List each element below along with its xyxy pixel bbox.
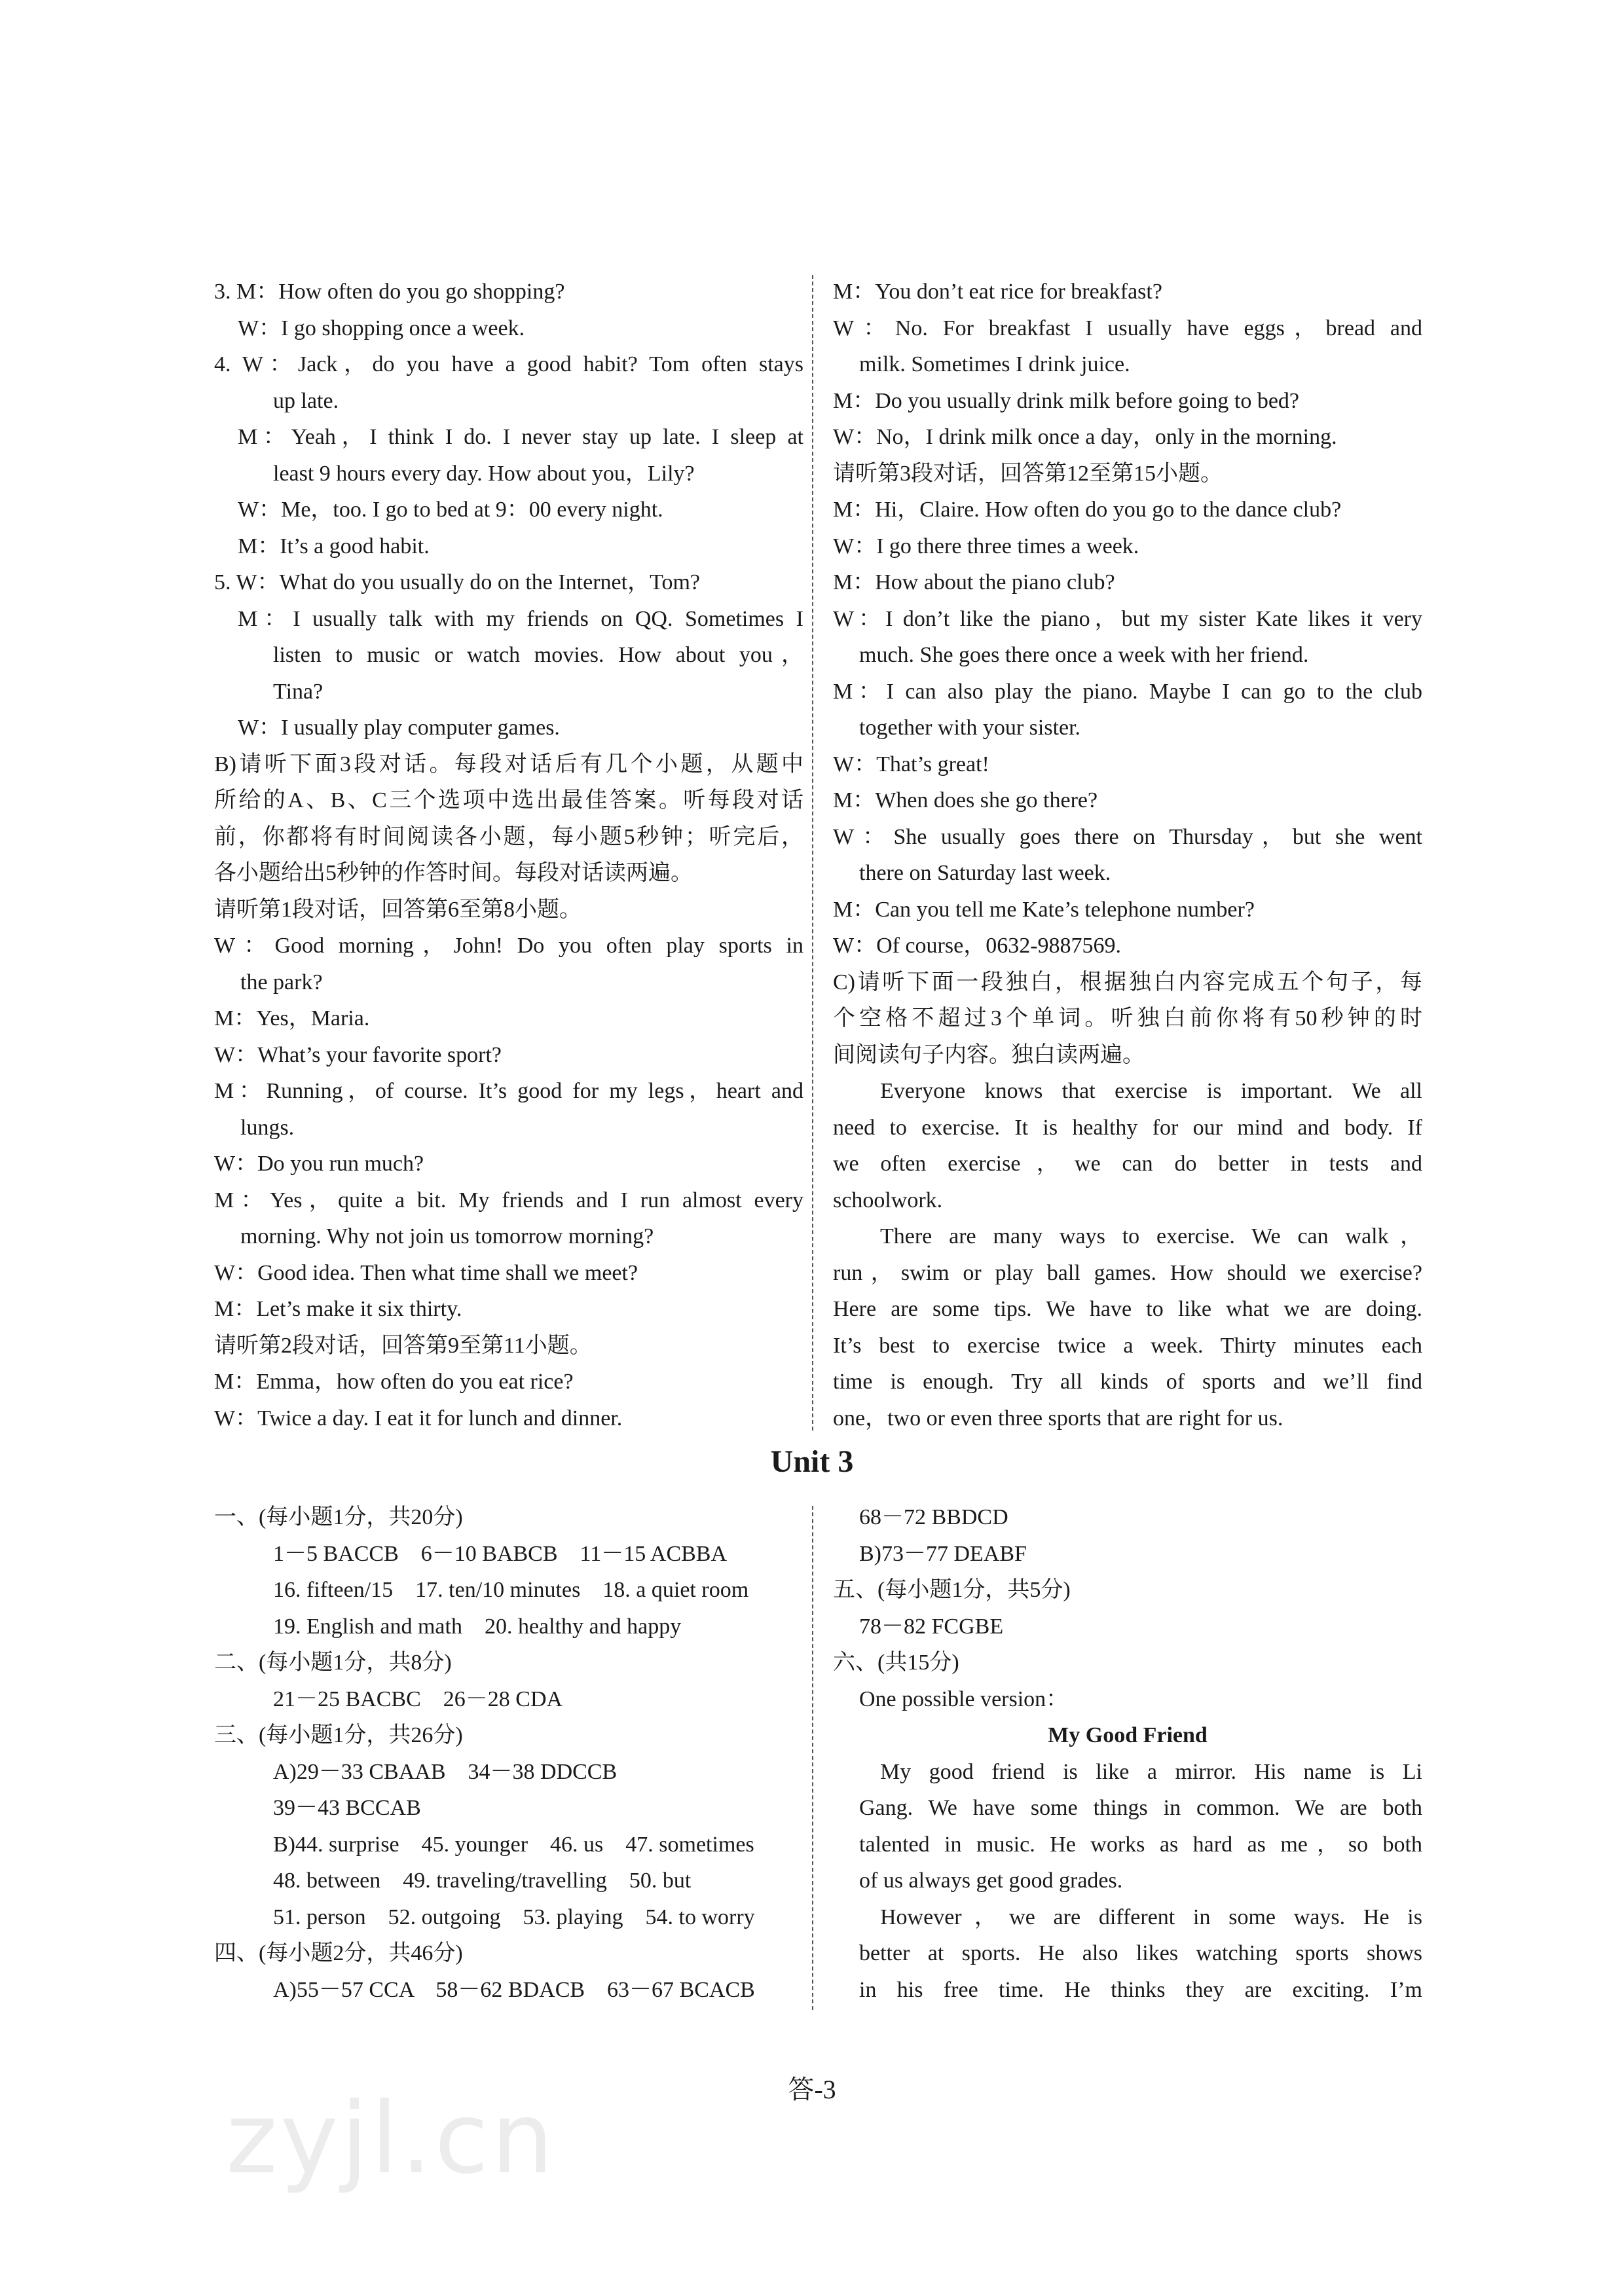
answer-key-left-column [214,1499,803,2008]
text-line: of us always get good grades. [859,1868,1123,1893]
text-line: There are many ways to exercise. We can walk， [880,1224,1422,1248]
text-line: together with your sister. [859,716,1081,740]
watermark-logo: zyjl.cn [226,2082,557,2196]
text-line: W：I usually play computer games. [238,716,560,740]
text-line: M：Yeah，I think I do. I never stay up late. I sleep at [238,425,803,449]
text-line: talented in music. He works as hard as me，so both [859,1832,1422,1857]
text-line: need to exercise. It is healthy for our mind and body. If [833,1115,1422,1140]
text-line: M：Emma，how often do you eat rice? [214,1370,574,1394]
text-line: 16. fifteen/15 17. ten/10 minutes 18. a quiet room [273,1578,749,1602]
text-line: schoolwork. [833,1188,943,1212]
text-line: the park? [240,970,323,994]
text-line: W：I don’t like the piano，but my sister Kate likes it very [833,606,1422,631]
text-line: much. She goes there once a week with her friend. [859,643,1309,667]
text-line: W：Twice a day. I eat it for lunch and dinner. [214,1406,623,1430]
unit-title: Unit 3 [770,1444,854,1479]
text-line: My good friend is like a mirror. His name is Li [880,1759,1422,1784]
text-line: 5. W：What do you usually do on the Internet，Tom? [214,570,701,594]
text-line: W：I go shopping once a week. [238,316,525,340]
text-line: Here are some tips. We have to like what we are doing. [833,1297,1422,1321]
text-line: M：I can also play the piano. Maybe I can go to the club [833,679,1422,704]
text-line: 个空格不超过3个单词。听独白前你将有50秒钟的时 [833,1006,1422,1030]
text-line: B)44. surprise 45. younger 46. us 47. sometimes [273,1832,754,1857]
text-line: C)请听下面一段独白，根据独白内容完成五个句子，每 [833,970,1422,994]
text-line: 21－25 BACBC 26－28 CDA [273,1686,563,1711]
text-line: M：Can you tell me Kate’s telephone number? [833,897,1255,922]
text-line: least 9 hours every day. How about you，Lily? [273,461,695,486]
text-line: M：When does she go there? [833,788,1098,812]
text-line: 39－43 BCCAB [273,1796,421,1820]
text-line: W：Me，too. I go to bed at 9：00 every night. [238,498,663,522]
text-line: there on Saturday last week. [859,861,1111,885]
column-divider-top [812,275,813,1430]
text-line: lungs. [240,1115,295,1140]
text-line: milk. Sometimes I drink juice. [859,352,1130,376]
text-line: 1－5 BACCB 6－10 BABCB 11－15 ACBBA [273,1541,728,1566]
listening-script-left-column [214,274,803,1436]
text-line: B)73－77 DEABF [859,1541,1027,1566]
text-line: W：Do you run much? [214,1152,424,1176]
text-line: 请听第2段对话，回答第9至第11小题。 [214,1333,592,1358]
text-line: M：Do you usually drink milk before going to bed? [833,388,1300,413]
text-line: M：Yes，Maria. [214,1006,370,1030]
text-line: one，two or even three sports that are right for us. [833,1406,1283,1430]
text-line: 48. between 49. traveling/travelling 50. but [273,1868,692,1893]
text-line: M：Yes，quite a bit. My friends and I run almost every [214,1188,803,1212]
text-line: B)请听下面3段对话。每段对话后有几个小题，从题中 [214,752,803,776]
text-line: 六、(共15分) [833,1650,959,1675]
column-divider-bottom [812,1506,813,2010]
text-line: 78－82 FCGBE [859,1614,1004,1639]
text-line: 请听第3段对话，回答第12至第15小题。 [833,461,1223,486]
text-line: 19. English and math 20. healthy and happy [273,1614,682,1639]
text-line: listen to music or watch movies. How about you， [273,643,803,667]
text-line: 4. W：Jack，do you have a good habit? Tom often stays [214,352,803,376]
text-line: One possible version： [859,1686,1069,1711]
text-line: M：How about the piano club? [833,570,1115,594]
text-line: M：I usually talk with my friends on QQ. Sometimes I [238,606,803,631]
text-line: Everyone knows that exercise is important. We all [880,1079,1422,1103]
text-line: M：Running，of course. It’s good for my legs，heart and [214,1079,803,1103]
text-line: time is enough. Try all kinds of sports and we’ll find [833,1370,1422,1394]
text-line: 请听第1段对话，回答第6至第8小题。 [214,897,581,922]
text-line: morning. Why not join us tomorrow morning? [240,1224,654,1248]
text-line: in his free time. He thinks they are exciting. I’m [859,1977,1422,2002]
answer-key-right-column [833,1499,1422,2008]
text-line: M：Hi，Claire. How often do you go to the dance club? [833,498,1342,522]
text-line: up late. [273,388,339,413]
text-line: better at sports. He also likes watching sports shows [859,1941,1422,1965]
text-line: W：No. For breakfast I usually have eggs，bread and [833,316,1422,340]
text-line: 各小题给出5秒钟的作答时间。每段对话读两遍。 [214,861,693,885]
text-line: W：Good idea. Then what time shall we meet? [214,1260,638,1285]
text-line: run，swim or play ball games. How should we exercise? [833,1260,1422,1285]
text-line: W：Of course，0632-9887569. [833,934,1122,958]
text-line: 四、(每小题2分，共46分) [214,1941,463,1965]
text-line: W：Good morning，John! Do you often play sports in [214,934,803,958]
text-line: Gang. We have some things in common. We are both [859,1796,1422,1820]
text-line: W：No，I drink milk once a day，only in the morning. [833,425,1337,449]
text-line: W：She usually goes there on Thursday，but she went [833,824,1422,849]
text-line: W：That’s great! [833,752,989,776]
text-line: 一、(每小题1分，共20分) [214,1505,463,1529]
text-line: 51. person 52. outgoing 53. playing 54. to worry [273,1904,755,1929]
text-line: W：I go there three times a week. [833,534,1139,558]
text-line: 前，你都将有时间阅读各小题，每小题5秒钟；听完后， [214,824,803,849]
text-line: 间阅读句子内容。独白读两遍。 [833,1042,1145,1067]
text-line: 三、(每小题1分，共26分) [214,1723,463,1747]
text-line: 二、(每小题1分，共8分) [214,1650,452,1675]
text-line: My Good Friend [1048,1723,1208,1747]
text-line: Tina? [273,679,323,704]
text-line: M：Let’s make it six thirty. [214,1297,462,1321]
text-line: 五、(每小题1分，共5分) [833,1578,1071,1602]
text-line: A)29－33 CBAAB 34－38 DDCCB [273,1759,618,1784]
text-line: we often exercise，we can do better in tests and [833,1152,1422,1176]
listening-script-right-column [833,274,1422,1436]
text-line: M：You don’t eat rice for breakfast? [833,280,1162,304]
page-number: 答-3 [788,2075,836,2104]
text-line: However，we are different in some ways. He is [880,1904,1422,1929]
text-line: M：It’s a good habit. [238,534,430,558]
text-line: 3. M：How often do you go shopping? [214,280,565,304]
text-line: A)55－57 CCA 58－62 BDACB 63－67 BCACB [273,1977,755,2002]
text-line: It’s best to exercise twice a week. Thirty minutes each [833,1333,1422,1358]
text-line: 所给的A、B、C三个选项中选出最佳答案。听每段对话 [214,788,803,812]
text-line: 68－72 BBDCD [859,1505,1008,1529]
text-line: W：What’s your favorite sport? [214,1042,502,1067]
